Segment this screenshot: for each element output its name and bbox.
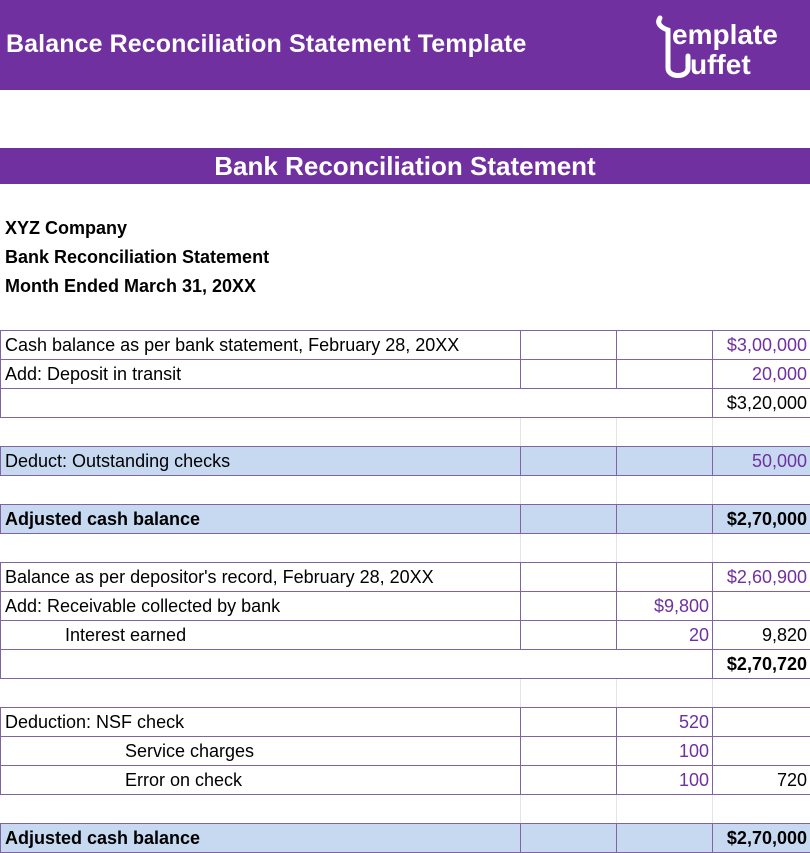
cell-total xyxy=(713,476,810,505)
table-row xyxy=(1,795,810,824)
logo-line-1: emplate xyxy=(672,19,778,50)
cell-total: $3,00,000 xyxy=(713,331,810,360)
cell-col2 xyxy=(521,824,617,853)
cell-col3 xyxy=(617,679,713,708)
cell-col3 xyxy=(617,360,713,389)
row-label xyxy=(1,795,521,824)
cell-col3 xyxy=(617,447,713,476)
cell-col2 xyxy=(521,505,617,534)
statement-name: Bank Reconciliation Statement xyxy=(5,243,269,272)
banner-title: Bank Reconciliation Statement xyxy=(0,148,810,184)
table-row xyxy=(1,331,810,360)
cell-total: $2,70,000 xyxy=(713,824,810,853)
page-title: Balance Reconciliation Statement Template xyxy=(6,30,526,59)
cell-col3 xyxy=(617,795,713,824)
cell-col2 xyxy=(521,766,617,795)
cell-total xyxy=(713,418,810,447)
row-label: Add: Receivable collected by bank xyxy=(1,592,521,621)
cell-total: 720 xyxy=(713,766,810,795)
cell-col2 xyxy=(521,650,617,679)
cell-col3 xyxy=(617,389,713,418)
table-row xyxy=(1,621,810,650)
cell-col3 xyxy=(617,563,713,592)
table-row xyxy=(1,563,810,592)
cell-total xyxy=(713,708,810,737)
row-label: Cash balance as per bank statement, February 28, 20XX xyxy=(1,331,521,360)
row-label: Deduct: Outstanding checks xyxy=(1,447,521,476)
row-label xyxy=(1,679,521,708)
cell-col2 xyxy=(521,360,617,389)
cell-col3 xyxy=(617,505,713,534)
table-row xyxy=(1,766,810,795)
table-row xyxy=(1,708,810,737)
table-row xyxy=(1,534,810,563)
cell-total: $2,70,720 xyxy=(713,650,810,679)
reconciliation-table xyxy=(0,330,810,853)
section-banner xyxy=(0,148,810,184)
cell-col2 xyxy=(521,447,617,476)
cell-col2 xyxy=(521,679,617,708)
cell-total xyxy=(713,795,810,824)
cell-col2 xyxy=(521,708,617,737)
table-row xyxy=(1,505,810,534)
table-row xyxy=(1,360,810,389)
cell-total: $2,60,900 xyxy=(713,563,810,592)
cell-col3 xyxy=(617,331,713,360)
cell-col3: 100 xyxy=(617,737,713,766)
row-label xyxy=(1,650,521,679)
template-buffet-logo xyxy=(652,10,802,82)
cell-col2 xyxy=(521,418,617,447)
row-label: Adjusted cash balance xyxy=(1,824,521,853)
row-label xyxy=(1,389,521,418)
company-name: XYZ Company xyxy=(5,214,127,243)
row-label xyxy=(1,476,521,505)
cell-col2 xyxy=(521,563,617,592)
row-label: Service charges xyxy=(1,737,521,766)
row-label: Add: Deposit in transit xyxy=(1,360,521,389)
table-row xyxy=(1,737,810,766)
cell-total: 20,000 xyxy=(713,360,810,389)
row-label: Interest earned xyxy=(1,621,521,650)
row-label: Deduction: NSF check xyxy=(1,708,521,737)
table-row xyxy=(1,650,810,679)
logo-line-2: uffet xyxy=(690,49,751,80)
cell-col3: $9,800 xyxy=(617,592,713,621)
cell-total: $2,70,000 xyxy=(713,505,810,534)
cell-col3 xyxy=(617,418,713,447)
statement-period: Month Ended March 31, 20XX xyxy=(5,272,256,301)
header-bar xyxy=(0,0,810,90)
cell-total: $3,20,000 xyxy=(713,389,810,418)
cell-total xyxy=(713,534,810,563)
table-row xyxy=(1,592,810,621)
cell-total: 9,820 xyxy=(713,621,810,650)
cell-col2 xyxy=(521,795,617,824)
row-label: Error on check xyxy=(1,766,521,795)
cell-col2 xyxy=(521,737,617,766)
cell-total xyxy=(713,737,810,766)
cell-col3: 20 xyxy=(617,621,713,650)
row-label xyxy=(1,534,521,563)
cell-col3: 520 xyxy=(617,708,713,737)
cell-col3 xyxy=(617,650,713,679)
cell-col3 xyxy=(617,476,713,505)
cell-col2 xyxy=(521,534,617,563)
cell-col3: 100 xyxy=(617,766,713,795)
table-row xyxy=(1,418,810,447)
row-label: Balance as per depositor's record, February 28, 20XX xyxy=(1,563,521,592)
cell-col2 xyxy=(521,476,617,505)
cell-col2 xyxy=(521,389,617,418)
cell-col2 xyxy=(521,331,617,360)
cell-total xyxy=(713,592,810,621)
table-row xyxy=(1,679,810,708)
table-row xyxy=(1,476,810,505)
cell-col2 xyxy=(521,621,617,650)
cell-total: 50,000 xyxy=(713,447,810,476)
table-row xyxy=(1,389,810,418)
cell-col3 xyxy=(617,534,713,563)
cell-total xyxy=(713,679,810,708)
table-row xyxy=(1,824,810,853)
cell-col2 xyxy=(521,592,617,621)
cell-col3 xyxy=(617,824,713,853)
row-label xyxy=(1,418,521,447)
table-row xyxy=(1,447,810,476)
row-label: Adjusted cash balance xyxy=(1,505,521,534)
